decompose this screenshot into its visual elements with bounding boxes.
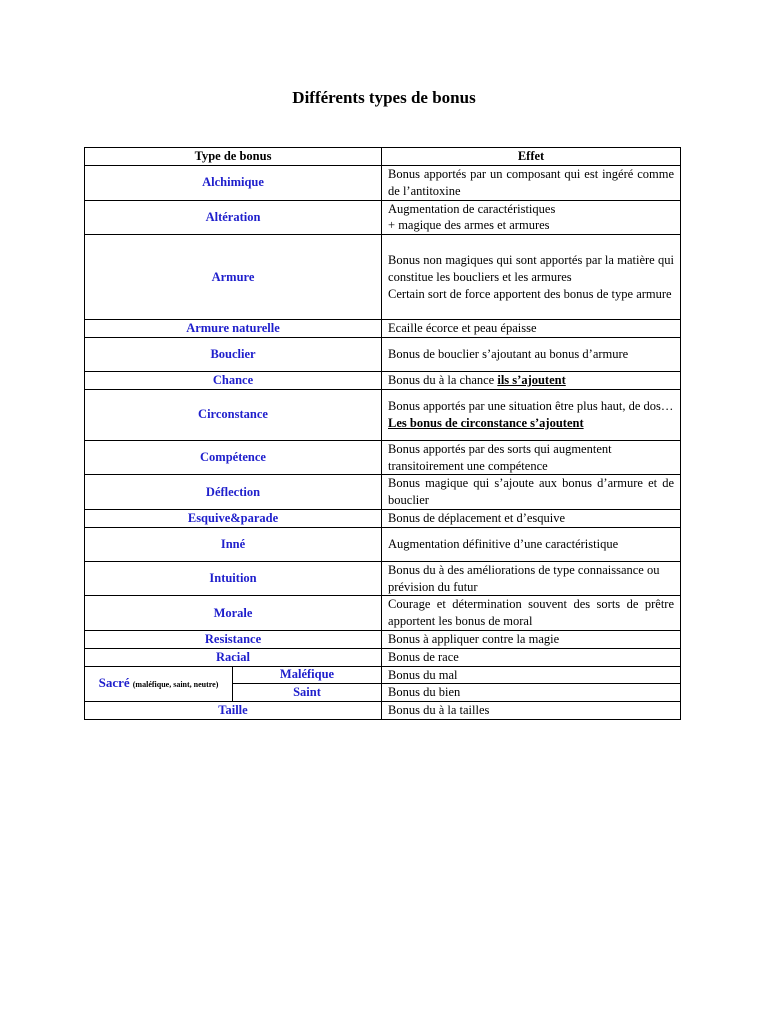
bonus-type: Compétence (85, 440, 382, 475)
table-row (85, 235, 681, 320)
bonus-effect: Bonus du à des améliorations de type connaissance ou prévision du futur (382, 561, 681, 596)
table-row (85, 371, 681, 389)
bonus-type: Bouclier (85, 337, 382, 371)
bonus-effect: Bonus apportés par des sorts qui augmentent transitoirement une compétence (382, 440, 681, 475)
table-row (85, 475, 681, 510)
table-row (85, 166, 681, 201)
bonus-type: Taille (85, 702, 382, 720)
bonus-effect: Bonus du à la tailles (382, 702, 681, 720)
table-row (85, 320, 681, 338)
bonus-effect: Bonus à appliquer contre la magie (382, 630, 681, 648)
bonus-effect: Ecaille écorce et peau épaisse (382, 320, 681, 338)
bonus-subtype: Saint (233, 684, 382, 702)
table-row (85, 509, 681, 527)
bonus-effect (382, 200, 681, 235)
bonus-type: Déflection (85, 475, 382, 510)
header-type: Type de bonus (85, 148, 382, 166)
bonus-effect: Bonus de déplacement et d’esquive (382, 509, 681, 527)
bonus-effect: Bonus magique qui s’ajoute aux bonus d’armure et de bouclier (382, 475, 681, 510)
effect-emphasis: ils s’ajoutent (497, 372, 566, 387)
bonus-effect: Bonus du mal (382, 666, 681, 684)
bonus-type-sacre (85, 666, 233, 702)
bonus-effect: Augmentation définitive d’une caractéristique (382, 527, 681, 561)
table-row (85, 666, 681, 684)
effect-text: Bonus du à la chance (388, 372, 498, 387)
page-title: Différents types de bonus (292, 88, 476, 107)
table-row (85, 561, 681, 596)
table-row (85, 200, 681, 235)
effect-line: Certain sort de force apportent des bonus de type armure (388, 286, 672, 301)
table-row (85, 527, 681, 561)
effect-emphasis: Les bonus de circonstance s’ajoutent (388, 415, 584, 430)
bonus-effect: Courage et détermination souvent des sorts de prêtre apportent les bonus de moral (382, 596, 681, 631)
bonus-effect: Bonus du bien (382, 684, 681, 702)
table-row (85, 389, 681, 440)
bonus-effect: Bonus de bouclier s’ajoutant au bonus d’armure (382, 337, 681, 371)
bonus-type-note: (maléfique, saint, neutre) (132, 679, 219, 689)
effect-text: Bonus apportés par une situation être plus haut, de dos… (388, 398, 674, 413)
bonus-effect (382, 371, 681, 389)
effect-line: Augmentation de caractéristiques (388, 201, 556, 216)
bonus-type: Resistance (85, 630, 382, 648)
bonus-effect: Bonus apportés par un composant qui est ingéré comme de l’antitoxine (382, 166, 681, 201)
table-header-row (85, 148, 681, 166)
bonus-effect (382, 235, 681, 320)
bonus-type: Intuition (85, 561, 382, 596)
bonus-effect (382, 389, 681, 440)
bonus-table (84, 147, 681, 720)
table-row (85, 337, 681, 371)
effect-line: + magique des armes et armures (388, 218, 550, 233)
bonus-type: Circonstance (85, 389, 382, 440)
bonus-type: Chance (85, 371, 382, 389)
bonus-type: Armure naturelle (85, 320, 382, 338)
bonus-type: Racial (85, 648, 382, 666)
bonus-type: Inné (85, 527, 382, 561)
bonus-type: Morale (85, 596, 382, 631)
effect-line: Bonus non magiques qui sont apportés par la matière qui constitue les boucliers et les armures (388, 252, 675, 284)
bonus-type: Armure (85, 235, 382, 320)
table-row (85, 648, 681, 666)
bonus-type: Altération (85, 200, 382, 235)
table-row (85, 440, 681, 475)
bonus-type: Alchimique (85, 166, 382, 201)
table-row (85, 630, 681, 648)
table-row (85, 702, 681, 720)
bonus-effect: Bonus de race (382, 648, 681, 666)
bonus-subtype: Maléfique (233, 666, 382, 684)
bonus-type-label: Sacré (98, 674, 130, 690)
header-effect: Effet (382, 148, 681, 166)
table-row (85, 596, 681, 631)
bonus-type: Esquive&parade (85, 509, 382, 527)
